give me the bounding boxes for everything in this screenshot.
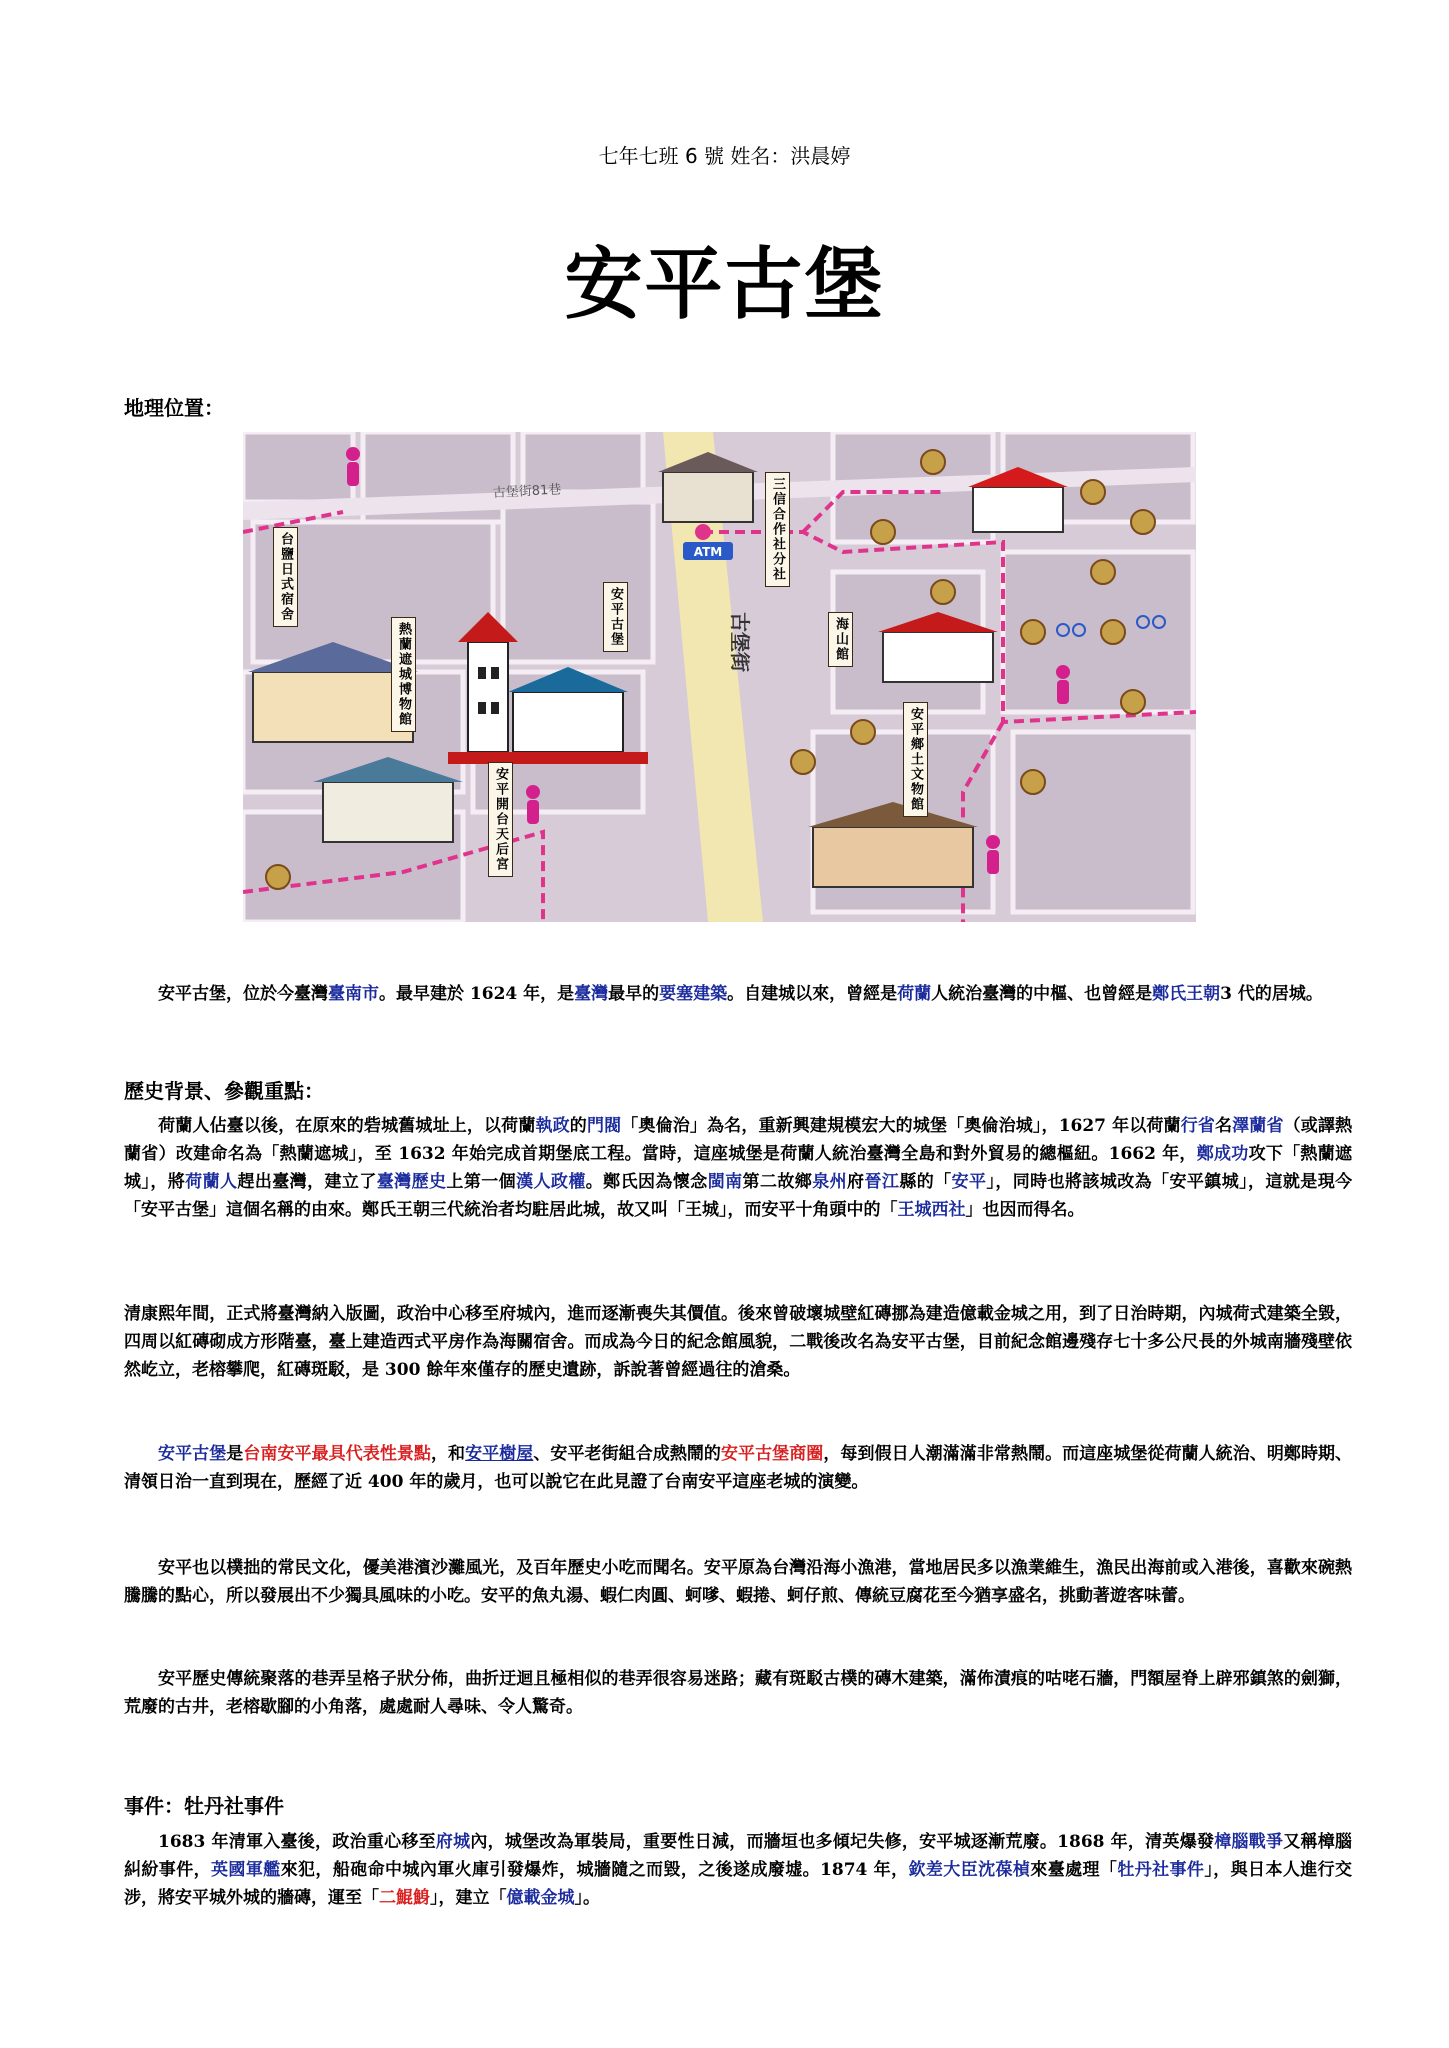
event-paragraph: 1683 年清軍入臺後，政治重心移至府城內，城堡改為軍裝局，重要性日減，而牆垣也多傾圮失修，安平城逐漸荒廢。1868 年，清英爆發樟腦戰爭又稱樟腦糾紛事件，英國軍艦來犯，船砲命中城內軍火庫引發爆炸，城牆隨之而毀，之後遂成廢墟。1874 年，欽差大臣沈葆楨來臺處理「牡丹社事件」，與日本人進行交涉，將安平城外城的牆磚，運至「二鯤鯓」，建立「億載金城」。	[124, 1832, 1353, 1908]
link-zheng-dynasty[interactable]: 鄭氏王朝	[1152, 984, 1221, 1004]
svg-text:ATM: ATM	[693, 545, 723, 559]
map-label-fort: 安平古堡	[603, 582, 628, 652]
map-drawing	[243, 432, 1196, 922]
link-shen-baozhen[interactable]: 欽差大臣沈葆楨	[908, 1860, 1031, 1880]
link-eternal-golden-castle[interactable]: 億載金城	[506, 1888, 575, 1908]
history-paragraph-2: 清康熙年間，正式將臺灣納入版圖，政治中心移至府城內，進而逐漸喪失其價值。後來曾破壞城壁紅磚挪為建造億載金城之用，到了日治時期，內城荷式建築全毀，四周以紅磚砌成方形階臺，臺上建造西式平房作為海關宿舍。而成為今日的紀念館風貌，二戰後改名為安平古堡，目前紀念館邊殘存七十多公尺長的外城南牆殘壁依然屹立，老榕攀爬，紅磚斑駁，是 300 餘年來僅存的歷史遺跡，訴說著曾經過往的滄桑。	[124, 1304, 1352, 1380]
link-fortress[interactable]: 要塞建築	[659, 984, 728, 1004]
map-label-museum: 熱蘭遮城博物館	[391, 617, 416, 732]
link-minnan[interactable]: 閩南	[707, 1172, 743, 1192]
history-paragraph-1: 荷蘭人佔臺以後，在原來的砦城舊城址上，以荷蘭執政的門閥「奧倫治」為名，重新興建規模宏大的城堡「奧倫治城」，1627 年以荷蘭行省名澤蘭省（或譯熱蘭省）改建命名為「熱蘭遮城」，至 1632 年始完成首期堡底工程。當時，這座城堡是荷蘭人統治臺灣全島和對外貿易的總樞紐。1662 年，鄭成功攻下「熱蘭遮城」，將荷蘭人趕出臺灣，建立了臺灣歷史上第一個漢人政權。鄭氏因為懷念閩南第二故鄉泉州府晉江縣的「安平」，同時也將該城改為「安平鎮城」，這就是現今「安平古堡」這個名稱的由來。鄭氏王朝三代統治者均駐居此城，故又叫「王城」，而安平十角頭中的「王城西社」也因而得名。	[124, 1116, 1353, 1220]
link-prefecture-city[interactable]: 府城	[435, 1832, 471, 1852]
svg-text:古堡街: 古堡街	[728, 612, 752, 672]
history-paragraph-4: 安平也以樸拙的常民文化，優美港濱沙灘風光，及百年歷史小吃而聞名。安平原為台灣沿海小漁港，當地居民多以漁業維生，漁民出海前或入港後，喜歡來碗熱騰騰的點心，所以發展出不少獨具風味的小吃。安平的魚丸湯、蝦仁肉圓、蚵嗲、蝦捲、蚵仔煎、傳統豆腐花至今猶享盛名，挑動著遊客味蕾。	[124, 1558, 1352, 1606]
link-han-regime[interactable]: 漢人政權	[516, 1172, 586, 1192]
link-stadtholder[interactable]: 執政	[535, 1116, 570, 1136]
highlight-landmark: 台南安平最具代表性景點	[243, 1444, 431, 1464]
link-mudan-incident[interactable]: 牡丹社事件	[1117, 1860, 1205, 1880]
section-heading-history: 歷史背景、參觀重點：	[124, 1079, 324, 1103]
history-paragraph-3: 安平古堡是台南安平最具代表性景點，和安平樹屋、安平老街組合成熱鬧的安平古堡商圈，每到假日人潮滿滿非常熱鬧。而這座城堡從荷蘭人統治、明鄭時期、清領日治一直到現在，歷經了近 400 年的歲月，也可以說它在此見證了台南安平這座老城的演變。	[124, 1444, 1353, 1492]
map-label-hall: 海山館	[828, 612, 853, 667]
map-label-coop: 三信合作社分社	[765, 472, 790, 587]
link-dutch-people[interactable]: 荷蘭人	[185, 1172, 238, 1192]
section-heading-event: 事件：牡丹社事件	[124, 1794, 284, 1818]
student-info: 七年七班 6 號 姓名：洪晨婷	[598, 144, 851, 168]
page-title: 安平古堡	[564, 240, 885, 330]
link-camphor-war[interactable]: 樟腦戰爭	[1214, 1832, 1284, 1852]
link-house[interactable]: 門閥	[586, 1116, 622, 1136]
link-quanzhou[interactable]: 泉州	[812, 1172, 848, 1192]
section-heading-geo: 地理位置：	[124, 396, 224, 420]
link-koxinga[interactable]: 鄭成功	[1196, 1144, 1249, 1164]
link-jinjiang[interactable]: 晉江	[864, 1172, 900, 1192]
link-anping[interactable]: 安平	[951, 1172, 987, 1192]
map-label-dorm: 台鹽日式宿舍	[273, 527, 298, 627]
link-wangcheng[interactable]: 王城西社	[897, 1200, 966, 1220]
svg-text:古堡街81巷: 古堡街81巷	[492, 482, 562, 501]
history-paragraph-5: 安平歷史傳統聚落的巷弄呈格子狀分佈，曲折迂迴且極相似的巷弄很容易迷路；藏有斑駁古樸的磚木建築，滿佈漬痕的咕咾石牆，門額屋脊上辟邪鎮煞的劍獅，荒廢的古井，老榕歇腳的小角落，處處耐人尋味、令人驚奇。	[124, 1669, 1352, 1717]
link-british-warship[interactable]: 英國軍艦	[211, 1860, 281, 1880]
link-dutch[interactable]: 荷蘭	[897, 984, 932, 1004]
link-taiwan-history[interactable]: 臺灣歷史	[376, 1172, 447, 1192]
map-label-tianhou: 安平開台天后宮	[488, 762, 513, 877]
geo-paragraph: 安平古堡，位於今臺灣臺南市。最早建於 1624 年，是臺灣最早的要塞建築。自建城以來，曾經是荷蘭人統治臺灣的中樞、也曾經是鄭氏王朝3 代的居城。	[158, 984, 1323, 1004]
link-tree-house[interactable]: 安平樹屋	[465, 1444, 534, 1464]
link-tainan[interactable]: 臺南市	[328, 984, 379, 1004]
link-taiwan[interactable]: 臺灣	[574, 984, 609, 1004]
link-anping-fort[interactable]: 安平古堡	[158, 1444, 227, 1464]
link-province[interactable]: 行省	[1180, 1116, 1215, 1136]
location-map	[243, 432, 1196, 922]
link-zeeland[interactable]: 澤蘭省	[1232, 1116, 1284, 1136]
link-erkunshen[interactable]: 二鯤鯓	[379, 1888, 430, 1908]
map-label-folk: 安平鄉土文物館	[903, 702, 928, 817]
highlight-shopping-area: 安平古堡商圈	[721, 1444, 824, 1464]
